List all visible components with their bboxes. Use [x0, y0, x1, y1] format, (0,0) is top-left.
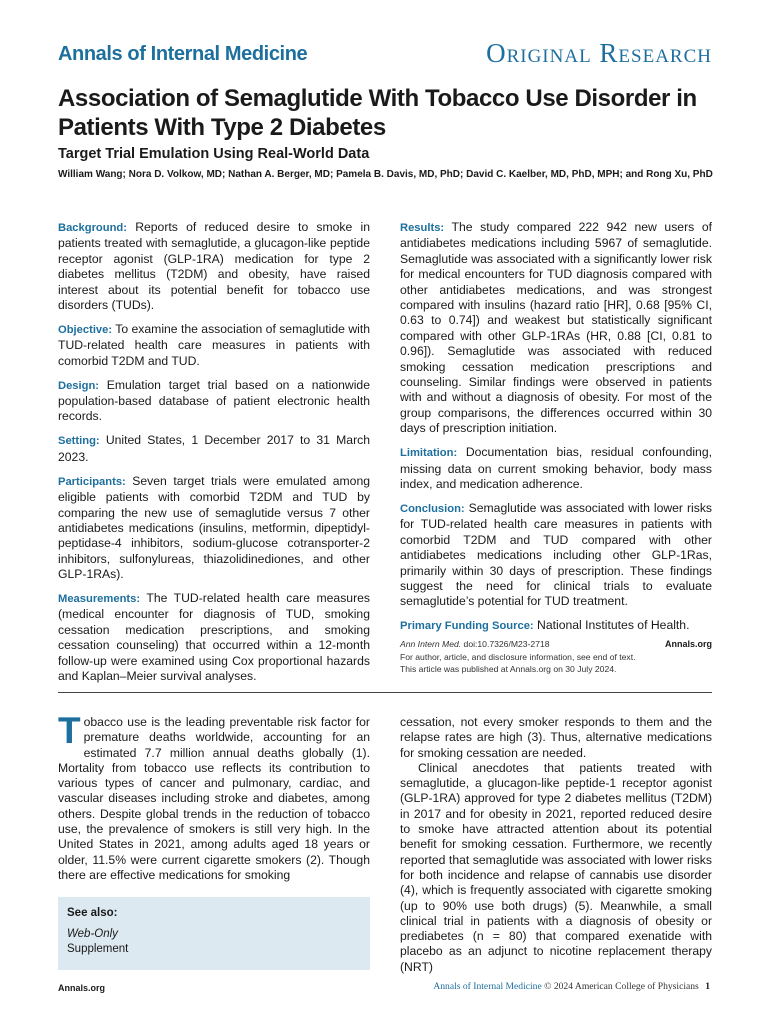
abstract-label: Measurements: — [58, 593, 141, 606]
article-meta — [400, 638, 712, 676]
journal-abbrev: Ann Intern Med. — [400, 639, 462, 649]
footer-journal: Annals of Internal Medicine — [433, 981, 542, 992]
site-link[interactable]: Annals.org — [664, 639, 712, 649]
footer-site[interactable]: Annals.org — [58, 983, 106, 993]
article-subtitle: Target Trial Emulation Using Real-World Data — [58, 146, 370, 162]
drop-cap: T — [58, 710, 81, 751]
abstract-right-column — [400, 220, 712, 643]
web-only-label: Web-Only — [67, 928, 118, 940]
section-label-text: Original Research — [486, 38, 712, 68]
abstract-text: To examine the association of semaglutide with TUD-related health care measures in patients with comorbid T2DM and TUD. — [58, 321, 370, 368]
intro-text: obacco use is the leading preventable risk factor for premature deaths worldwide, accounting for an estimated 7.7 million annual deaths globally (1). Mortality from tobacco use reflects its contribution to various types of cancer and pulmonary, cardiac, and vascular diseases including stroke and diabetes, among others. Despite global trends in the reduction of tobacco use, the prevalence of smokers is still very high. In the United States in 2021, among adults aged 18 years or older, 11.5% were current cigarette smokers (2). Though there are effective medications for smoking — [58, 715, 370, 882]
meta-citation-row — [400, 638, 712, 651]
abstract-label: Primary Funding Source: — [400, 620, 534, 633]
abstract-text: The TUD-related health care measures (medical encounter for diagnosis of TUD, smoking cessation medication prescriptions, and smoking cessation counseling) that occurred within a 12-month follow-up were examined using Cox proportional hazards and Kaplan–Meier survival analyses. — [58, 591, 370, 684]
footer-credit — [433, 981, 710, 992]
abstract-participants — [58, 474, 370, 583]
abstract-label: Results: — [400, 222, 445, 234]
abstract-label: Background: — [58, 222, 127, 234]
abstract-text: Emulation target trial based on a nationwide population-based database of patient electronic health records. — [58, 377, 370, 424]
author-list: William Wang; Nora D. Volkow, MD; Nathan A. Berger, MD; Pamela B. Davis, MD, PhD; David C. Kaelber, MD, PhD, MPH; and Rong Xu, PhD — [58, 169, 713, 180]
abstract-label: Design: — [58, 379, 100, 392]
abstract-limitation — [400, 445, 712, 492]
abstract-text: Semaglutide was associated with lower risks for TUD-related health care measures in patients with comorbid T2DM and TUD compared with other antidiabetes medications including other GLP-1Ras, primarily within 30 days of prescription. These findings suggest the need for clinical trials to evaluate semaglutide’s potential for TUD treatment. — [400, 500, 713, 609]
body-right-column — [400, 715, 712, 975]
citation — [400, 638, 550, 651]
abstract-text: Seven target trials were emulated among eligible patients with comorbid T2DM and TUD by comparing the new use of semaglutide versus 7 other antidiabetes medications (insulins, metformin, dipeptidyl-peptidase-4 inhibitors, sodium-glucose cotransporter-2 inhibitors, sulfonylureas, thiazolidinediones, and other GLP-1RAs). — [58, 473, 371, 582]
disclosure-note: For author, article, and disclosure information, see end of text. — [400, 651, 636, 662]
abstract-objective — [58, 322, 370, 369]
abstract-text: The study compared 222 942 new users of antidiabetes medications including 5967 of semaglutide. Semaglutide was associated with a significantly lower risk for medical encounters for TUD diagnosis compared with other antidiabetes medications, and was strongest compared with insulins (hazard ratio [HR], 0.68 [95% CI, 0.63 to 0.74]) and weakest but statistically significant compared with other GLP-1RAs (HR, 0.88 [CI, 0.81 to 0.96]). Semaglutide was associated with reduced smoking cessation medication prescriptions and counseling. Similar findings were observed in patients with and without a diagnosis of obesity. For most of the group comparisons, the differences occurred within 30 days of prescription initiation. — [400, 220, 712, 436]
abstract-label: Setting: — [58, 435, 100, 448]
body-paragraph: cessation, not every smoker responds to them and the relapse rates are high (3). Thus, alternative medications for smoking cessation are needed. — [400, 715, 712, 760]
abstract-setting — [58, 433, 370, 465]
abstract-left-column — [58, 220, 370, 693]
article-title: Association of Semaglutide With Tobacco Use Disorder in Patients With Type 2 Diabetes — [58, 85, 697, 141]
abstract-label: Participants: — [58, 475, 126, 488]
section-label — [486, 38, 712, 69]
publication-note: This article was published at Annals.org on 30 July 2024. — [400, 664, 617, 674]
abstract-measurements — [58, 591, 370, 684]
abstract-text: Reports of reduced desire to smoke in patients treated with semaglutide, a glucagon-like peptide receptor agonist (GLP-1RA) medication for type 2 diabetes mellitus (T2DM) and obesity, have raised interest about its potential benefit for tobacco use disorders (TUDs). — [58, 220, 370, 313]
abstract-text: National Institutes of Health. — [537, 618, 690, 633]
page-number: 1 — [705, 981, 710, 992]
doi[interactable]: doi:10.7326/M23-2718 — [463, 639, 550, 649]
abstract-label: Limitation: — [400, 447, 458, 460]
see-also-box — [58, 897, 370, 970]
body-left-column — [58, 710, 370, 883]
abstract-label: Objective: — [58, 323, 113, 336]
abstract-label: Conclusion: — [400, 502, 465, 515]
abstract-design — [58, 378, 370, 425]
body-paragraph: Clinical anecdotes that patients treated with semaglutide, a glucagon-like peptide-1 receptor agonist (GLP-1RA) approved for type 2 diabetes mellitus (T2DM) in 2017 and for obesity in 2021, reported reduced desire to smoke have attracted attention about its potential benefit for smoking cessation. Furthermore, we recently reported that semaglutide was associated with lower risks for both incidence and relapse of cannabis use disorder (4), which is frequently associated with cigarette smoking (up to 90% use both drugs) (5). Meanwhile, a small clinical trial in patients with a diagnosis of obesity or prediabetes (n = 80) that compared exenatide with placebo as an adjunct to nicotine replacement therapy (NRT) — [400, 760, 712, 974]
supplement-link[interactable]: Supplement — [67, 943, 129, 955]
intro-paragraph — [58, 710, 370, 883]
abstract-background — [58, 220, 370, 313]
abstract-text: United States, 1 December 2017 to 31 March 2023. — [58, 433, 370, 464]
abstract-results — [400, 220, 712, 437]
see-also-title: See also: — [67, 907, 118, 919]
section-divider — [58, 692, 712, 693]
abstract-funding — [400, 618, 712, 634]
footer-copyright: © 2024 American College of Physicians — [544, 981, 699, 992]
abstract-conclusion — [400, 501, 712, 610]
journal-name: Annals of Internal Medicine — [58, 43, 308, 65]
abstract-text: Documentation bias, residual confounding, missing data on current smoking behavior, body mass index, and medication adherence. — [400, 445, 712, 491]
